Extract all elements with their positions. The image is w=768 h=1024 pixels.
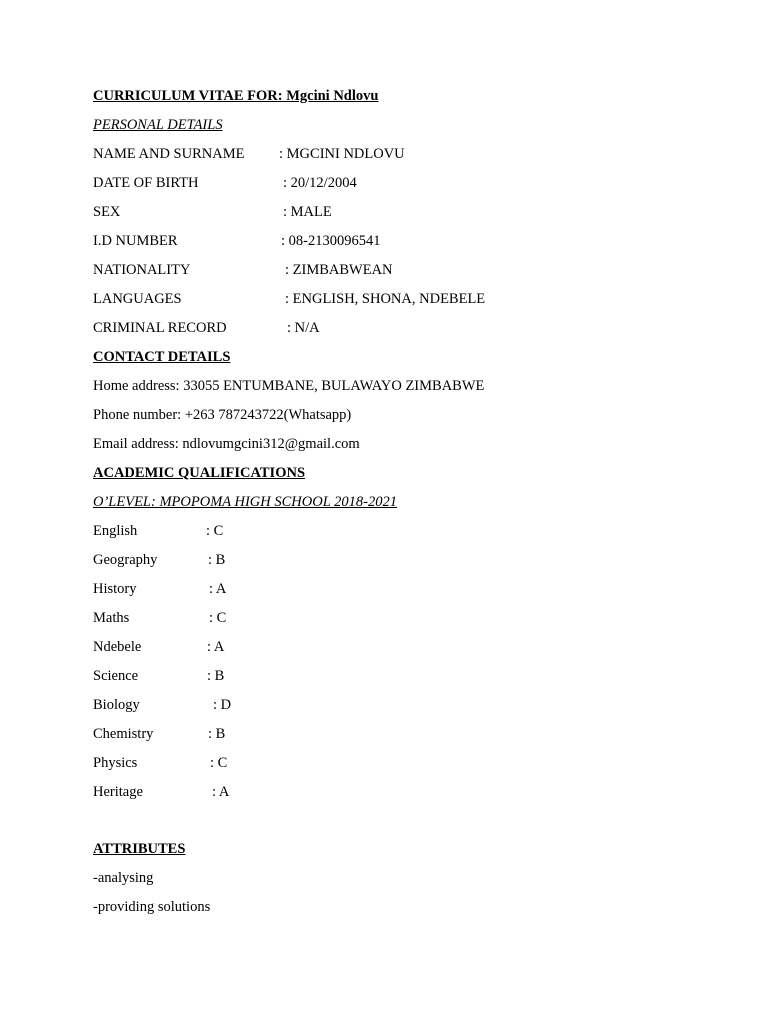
subject-row [93, 551, 393, 569]
subject-label: Maths [93, 610, 130, 626]
subject-grade: : C [209, 610, 227, 626]
personal-row-id [93, 232, 693, 250]
subject-row [93, 783, 393, 801]
cv-page [93, 0, 733, 1024]
subject-label: History [93, 581, 137, 597]
subject-label: Ndebele [93, 639, 142, 655]
cv-title-name: Mgcini Ndlovu [286, 88, 379, 104]
personal-row-sex [93, 203, 693, 221]
contact-details-heading: CONTACT DETAILS [93, 349, 231, 365]
subject-label: Physics [93, 755, 138, 771]
attribute-item: -providing solutions [93, 899, 211, 915]
personal-value: : 20/12/2004 [283, 175, 357, 191]
personal-label: CRIMINAL RECORD [93, 320, 227, 336]
personal-row-name [93, 145, 693, 163]
subject-label: Biology [93, 697, 140, 713]
personal-value: : ZIMBABWEAN [285, 262, 393, 278]
personal-label: LANGUAGES [93, 291, 182, 307]
subject-grade: : D [213, 697, 232, 713]
subject-label: Geography [93, 552, 158, 568]
personal-value: : MGCINI NDLOVU [279, 146, 405, 162]
subject-grade: : A [209, 581, 227, 597]
subject-label: English [93, 523, 138, 539]
personal-label: NATIONALITY [93, 262, 191, 278]
subject-grade: : C [206, 523, 224, 539]
subject-grade: : B [208, 552, 226, 568]
personal-details-heading: PERSONAL DETAILS [93, 117, 223, 133]
attribute-item: -analysing [93, 870, 154, 886]
subject-row [93, 725, 393, 743]
personal-value: : MALE [283, 204, 332, 220]
subject-row [93, 696, 393, 714]
personal-value: : 08-2130096541 [281, 233, 381, 249]
personal-label: SEX [93, 204, 121, 220]
olevel-school: O’LEVEL: MPOPOMA HIGH SCHOOL 2018-2021 [93, 494, 397, 510]
subject-label: Heritage [93, 784, 143, 800]
subject-row [93, 638, 393, 656]
subject-grade: : B [207, 668, 225, 684]
personal-value: : N/A [287, 320, 320, 336]
subject-grade: : C [210, 755, 228, 771]
subject-row [93, 754, 393, 772]
personal-row-nationality [93, 261, 693, 279]
email-address: Email address: ndlovumgcini312@gmail.com [93, 436, 360, 452]
subject-row [93, 580, 393, 598]
personal-label: NAME AND SURNAME [93, 146, 245, 162]
cv-title-label: CURRICULUM VITAE FOR: [93, 88, 283, 104]
subject-row [93, 522, 393, 540]
personal-label: I.D NUMBER [93, 233, 178, 249]
subject-row [93, 667, 393, 685]
subject-row [93, 609, 393, 627]
phone-number: Phone number: +263 787243722(Whatsapp) [93, 407, 352, 423]
personal-row-criminal [93, 319, 693, 337]
home-address: Home address: 33055 ENTUMBANE, BULAWAYO ZIMBABWE [93, 378, 485, 394]
personal-label: DATE OF BIRTH [93, 175, 199, 191]
academic-qualifications-heading: ACADEMIC QUALIFICATIONS [93, 465, 306, 481]
personal-value: : ENGLISH, SHONA, NDEBELE [285, 291, 486, 307]
personal-row-dob [93, 174, 693, 192]
cv-title [93, 87, 378, 105]
subject-grade: : B [208, 726, 226, 742]
subject-grade: : A [207, 639, 225, 655]
attributes-heading: ATTRIBUTES [93, 841, 186, 857]
subject-label: Chemistry [93, 726, 154, 742]
personal-row-languages [93, 290, 693, 308]
subject-grade: : A [212, 784, 230, 800]
subject-label: Science [93, 668, 139, 684]
